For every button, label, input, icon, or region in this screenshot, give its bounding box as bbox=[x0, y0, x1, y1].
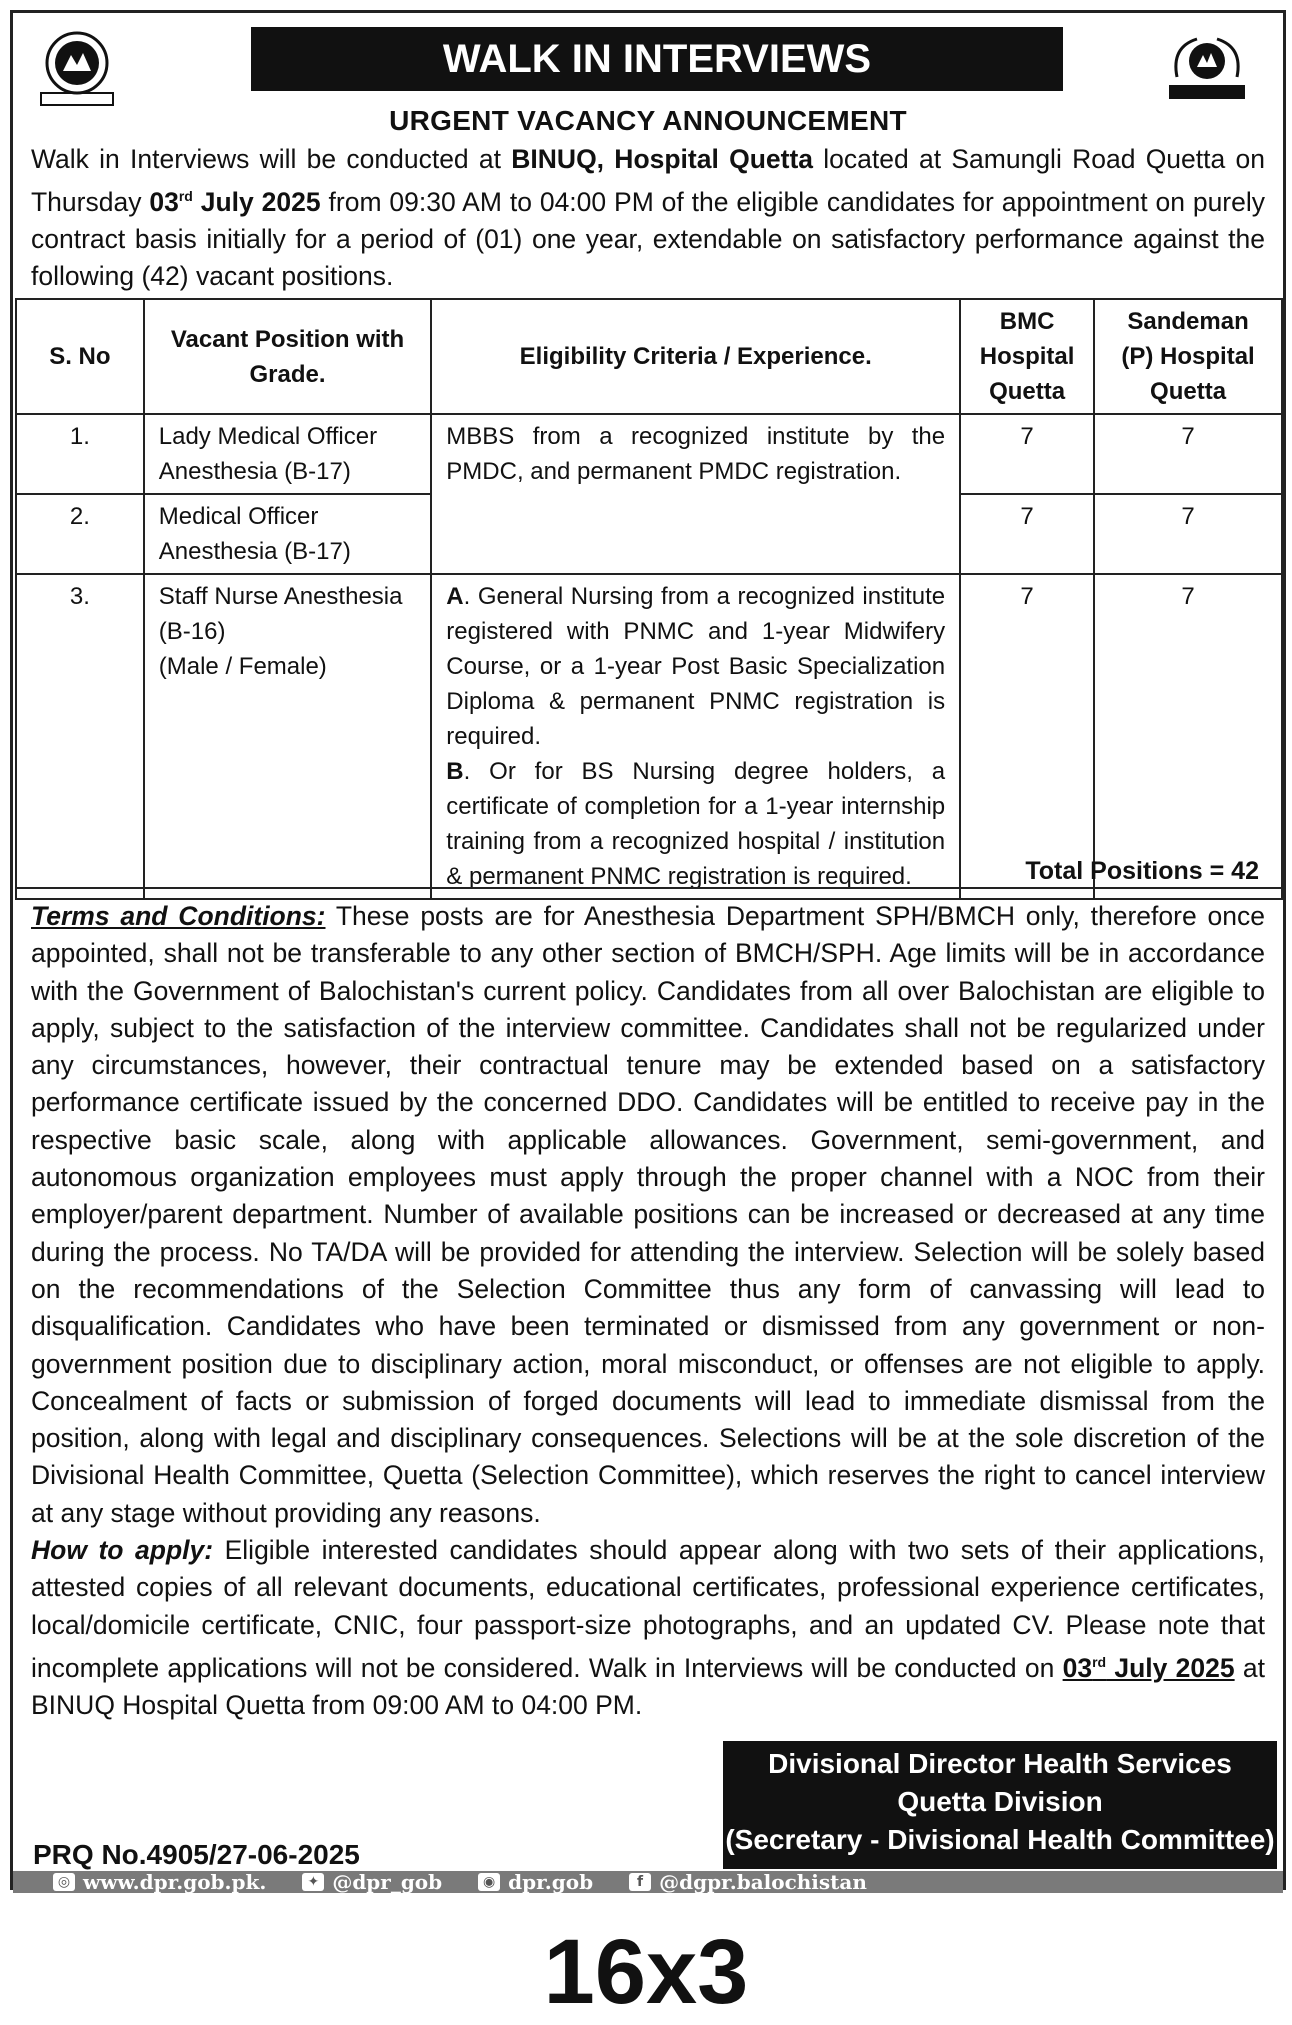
col-header-sandeman: Sandeman (P) Hospital Quetta bbox=[1094, 299, 1282, 414]
prq-number: PRQ No.4905/27-06-2025 bbox=[33, 1839, 360, 1870]
cell-bmc: 7 bbox=[960, 494, 1094, 574]
intro-text: from 09:30 AM to 04:00 PM of the eligible candidates for appointment on purely contract basis initially for a period of (01) one year, extendable on satisfactory performance against the following (42) vacant positions. bbox=[31, 186, 1266, 291]
cell-criteria bbox=[431, 574, 960, 899]
footer-facebook[interactable] bbox=[629, 1870, 867, 1894]
vacancy-table bbox=[15, 298, 1283, 900]
cell-position: Lady Medical Officer Anesthesia (B-17) bbox=[144, 414, 432, 494]
cell-position: Medical Officer Anesthesia (B-17) bbox=[144, 494, 432, 574]
ad-size-label: 16x3 bbox=[543, 1921, 749, 2023]
cell-sandeman: 7 bbox=[1094, 574, 1282, 899]
total-positions: Total Positions = 42 bbox=[15, 853, 1283, 889]
signature-line-3: (Secretary - Divisional Health Committee) bbox=[725, 1824, 1275, 1855]
footer-twitter[interactable] bbox=[302, 1870, 442, 1894]
how-to-apply-label: How to apply: bbox=[31, 1535, 214, 1566]
how-to-apply-end: at BINUQ Hospital Quetta from 09:00 AM to 04:00 PM. bbox=[31, 1652, 1265, 1721]
how-to-apply-text: Eligible interested candidates should appear along with two sets of their applications, attested copies of all relevant documents, educational certificates, professional experience certificates, local/domicile certificate, CNIC, four passport-size photographs, and an updated CV. Please note that incomplete applications will not be considered. Walk in Interviews will be conducted on bbox=[31, 1535, 1265, 1683]
cell-sno: 1. bbox=[16, 414, 144, 494]
page-title: WALK IN INTERVIEWS bbox=[251, 27, 1063, 91]
terms-text: These posts are for Anesthesia Department SPH/BMCH only, therefore once appointed, shall not be transferable to any other section of BMCH/SPH. Age limits will be in accordance with the Government of Balochistan's current policy. Candidates from all over Balochistan are eligible to apply, subject to the satisfaction of the interview committee. Candidates shall not be regularized under any circumstances, however, their contractual tenure may be extended based on a satisfactory performance certificate issued by the concerned DDO. Candidates will be entitled to receive pay in the respective basic scale, along with applicable allowances. Government, semi-government, and autonomous organization employees must apply through the proper channel with a NOC from their employer/parent department. Number of available positions can be increased or decreased at any time during the process. No TA/DA will be provided for attending the interview. Selection will be solely based on the recommendations of the Selection Committee thus any form of canvassing will lead to disqualification. Candidates who have been terminated or dismissed from any government or non-government position due to disciplinary action, moral misconduct, or offenses are not eligible to apply. Concealment of facts or submission of forged documents will lead to immediate dismissal from the position, along with legal and disciplinary consequences. Selections will be at the sole discretion of the Divisional Health Committee, Quetta (Selection Committee), which reserves the right to cancel interview at any stage without providing any reasons. bbox=[31, 901, 1265, 1528]
table-header-row bbox=[16, 299, 1282, 414]
footer-website[interactable] bbox=[53, 1870, 266, 1894]
instagram-icon: ◉ bbox=[478, 1873, 500, 1891]
col-header-sno: S. No bbox=[16, 299, 144, 414]
footer-website-text: www.dpr.gob.pk. bbox=[83, 1870, 267, 1894]
cell-bmc: 7 bbox=[960, 574, 1094, 899]
intro-date-rest: July 2025 bbox=[192, 186, 321, 217]
apply-date-day: 03 bbox=[1062, 1652, 1093, 1683]
table-row bbox=[16, 414, 1282, 494]
intro-venue: BINUQ, Hospital Quetta bbox=[511, 144, 814, 174]
health-department-emblem-icon bbox=[1157, 27, 1257, 111]
col-header-bmc: BMC Hospital Quetta bbox=[960, 299, 1094, 414]
criteria-a-text: . General Nursing from a recognized institute registered with PNMC and 1-year Midwifery Course, or a 1-year Post Basic Specialization Diploma & permanent PNMC registration is required. bbox=[446, 583, 946, 750]
apply-date-suffix: rd bbox=[1092, 1653, 1107, 1670]
cell-sandeman: 7 bbox=[1094, 414, 1282, 494]
cell-sno: 2. bbox=[16, 494, 144, 574]
twitter-icon: ✦ bbox=[302, 1873, 324, 1891]
footer-bar bbox=[13, 1871, 1283, 1893]
signature-line-2: Quetta Division bbox=[897, 1786, 1103, 1817]
cell-criteria: MBBS from a recognized institute by the PMDC, and permanent PMDC registration. bbox=[431, 414, 960, 574]
terms-section bbox=[31, 898, 1265, 1724]
signature-line-1: Divisional Director Health Services bbox=[768, 1748, 1232, 1779]
signature-block bbox=[723, 1741, 1277, 1869]
advertisement-sheet bbox=[10, 10, 1286, 1894]
footer-facebook-text: @dgpr.balochistan bbox=[659, 1870, 867, 1894]
announcement-subtitle: URGENT VACANCY ANNOUNCEMENT bbox=[389, 105, 907, 136]
intro-date-day: 03 bbox=[149, 186, 179, 217]
position-note: (Male / Female) bbox=[158, 653, 327, 680]
apply-date-rest: July 2025 bbox=[1106, 1652, 1235, 1683]
criteria-label-a: A bbox=[446, 583, 464, 610]
cell-sno: 3. bbox=[16, 574, 144, 899]
facebook-icon: f bbox=[629, 1873, 651, 1891]
intro-text: located at Samungli Road Quetta on Thursday bbox=[31, 144, 1265, 217]
cell-bmc: 7 bbox=[960, 414, 1094, 494]
cell-sandeman: 7 bbox=[1094, 494, 1282, 574]
position-title: Staff Nurse Anesthesia (B-16) bbox=[158, 583, 403, 645]
intro-text: Walk in Interviews will be conducted at bbox=[31, 144, 512, 174]
footer-instagram[interactable] bbox=[478, 1870, 593, 1894]
intro-paragraph bbox=[31, 141, 1265, 295]
terms-label: Terms and Conditions: bbox=[31, 901, 326, 931]
criteria-label-b: B bbox=[446, 758, 464, 785]
col-header-criteria: Eligibility Criteria / Experience. bbox=[431, 299, 960, 414]
cell-position bbox=[144, 574, 432, 899]
col-header-position: Vacant Position with Grade. bbox=[144, 299, 432, 414]
intro-date-suffix: rd bbox=[178, 188, 193, 204]
footer-twitter-text: @dpr_gob bbox=[332, 1870, 443, 1894]
table-row bbox=[16, 574, 1282, 899]
balochistan-emblem-icon bbox=[27, 27, 127, 111]
criteria-b-text: . Or for BS Nursing degree holders, a certificate of completion for a 1-year internship training from a recognized hospital / institution & permanent PNMC registration is required. bbox=[446, 758, 946, 890]
footer-instagram-text: dpr.gob bbox=[508, 1870, 594, 1894]
globe-icon: ◎ bbox=[53, 1873, 75, 1891]
